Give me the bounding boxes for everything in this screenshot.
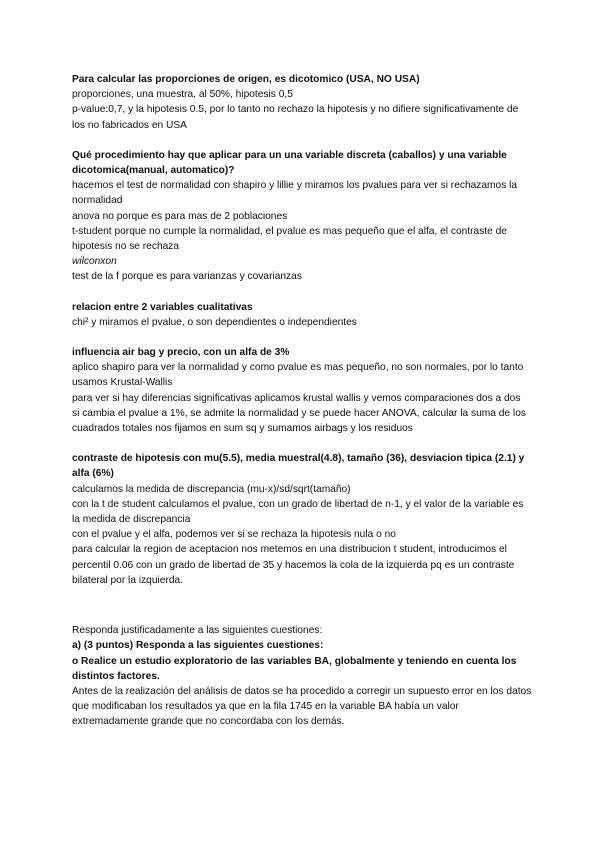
paragraph-line: con el pvalue y el alfa, podemos ver si se rechaza la hipotesis nula o no (72, 529, 396, 541)
paragraph-line: aplico shapiro para ver la normalidad y como pvalue es mas pequeño, no son normales, por lo tanto usamos Krustal-Wallis (72, 362, 524, 389)
question-a-sub: o Realice un estudio exploratorio de las variables BA, globalmente y teniendo en cuenta los distintos factores. (72, 655, 517, 682)
section-variable-discreta (72, 148, 534, 285)
paragraph-line: si cambia el pvalue a 1%, se admite la normalidad y se puede hacer ANOVA, calcular la suma de los cuadrados totales nos fijamos en sum sq y sumamos airbags y los residuos (72, 407, 526, 435)
section-proporciones (72, 72, 534, 133)
question-a: a) (3 puntos) Responda a las siguientes cuestiones: (72, 640, 324, 652)
paragraph-line: chi² y miramos el pvalue, o son dependientes o independientes (72, 316, 357, 328)
paragraph-line: con la t de student calculamos el pvalue, con un grado de libertad de n-1, y el valor de la variable es la medida de discrepancia (72, 498, 524, 526)
section-heading: Para calcular las proporciones de origen, es dicotomico (USA, NO USA) (72, 74, 420, 85)
paragraph-line: calculamos la medida de discrepancia (mu-x)/sd/sqrt(tamaño) (72, 483, 351, 495)
document-body (72, 72, 534, 745)
section-cualitativas (72, 300, 534, 330)
italic-line: wilconxon (72, 256, 117, 268)
section-airbag-precio (72, 345, 534, 436)
section-cuestiones (72, 623, 534, 729)
spacer (72, 603, 534, 623)
section-heading: relacion entre 2 variables cualitativas (72, 301, 253, 313)
section-heading: influencia air bag y precio, con un alfa de 3% (72, 347, 290, 359)
paragraph-line: anova no porque es para mas de 2 poblaciones (72, 210, 288, 222)
paragraph-line: para calcular la region de aceptacion nos metemos en una distribucion t student, introducimos el percentil 0.06 con un grado de libertad de 35 y hacemos la cola de la izquierda pq es un contraste bilateral por la izquierda. (72, 544, 515, 586)
questions-intro: Responda justificadamente a las siguientes cuestiones: (72, 625, 323, 637)
section-heading: contraste de hipotesis con mu(5.5), media muestral(4.8), tamaño (36), desviacion tipica (2.1) y alfa (6%) (72, 453, 525, 480)
section-contraste-hipotesis (72, 451, 534, 588)
paragraph-line: p-value:0,7, y la hipotesis 0.5, por lo tanto no rechazo la hipotesis y no difiere significativamente de los no fabricados en USA (72, 104, 519, 131)
paragraph-line: proporciones, una muestra, al 50%, hipotesis 0,5 (72, 89, 293, 101)
section-heading: Qué procedimiento hay que aplicar para un una variable discreta (caballos) y una variable dicotomica(manual, automatico)? (72, 149, 507, 177)
paragraph-line: test de la f porque es para varianzas y covarianzas (72, 271, 302, 283)
paragraph-line: hacemos el test de normalidad con shapiro y lillie y miramos los pvalues para ver si rechazamos la normalidad (72, 180, 518, 207)
paragraph-line: para ver si hay diferencias significativas aplicamos krustal wallis y vemos comparaciones dos a dos (72, 392, 521, 404)
answer-paragraph: Antes de la realización del análisis de datos se ha procedido a corregir un supuesto error en los datos que modificaban los resultados ya que en la fila 1745 en la variable BA había un valor extremadamente grande que no concordaba con los demás. (72, 685, 532, 728)
paragraph-line: t-student porque no cumple la normalidad, el pvalue es mas pequeño que el alfa, el contraste de hipotesis no se rechaza (72, 225, 507, 253)
